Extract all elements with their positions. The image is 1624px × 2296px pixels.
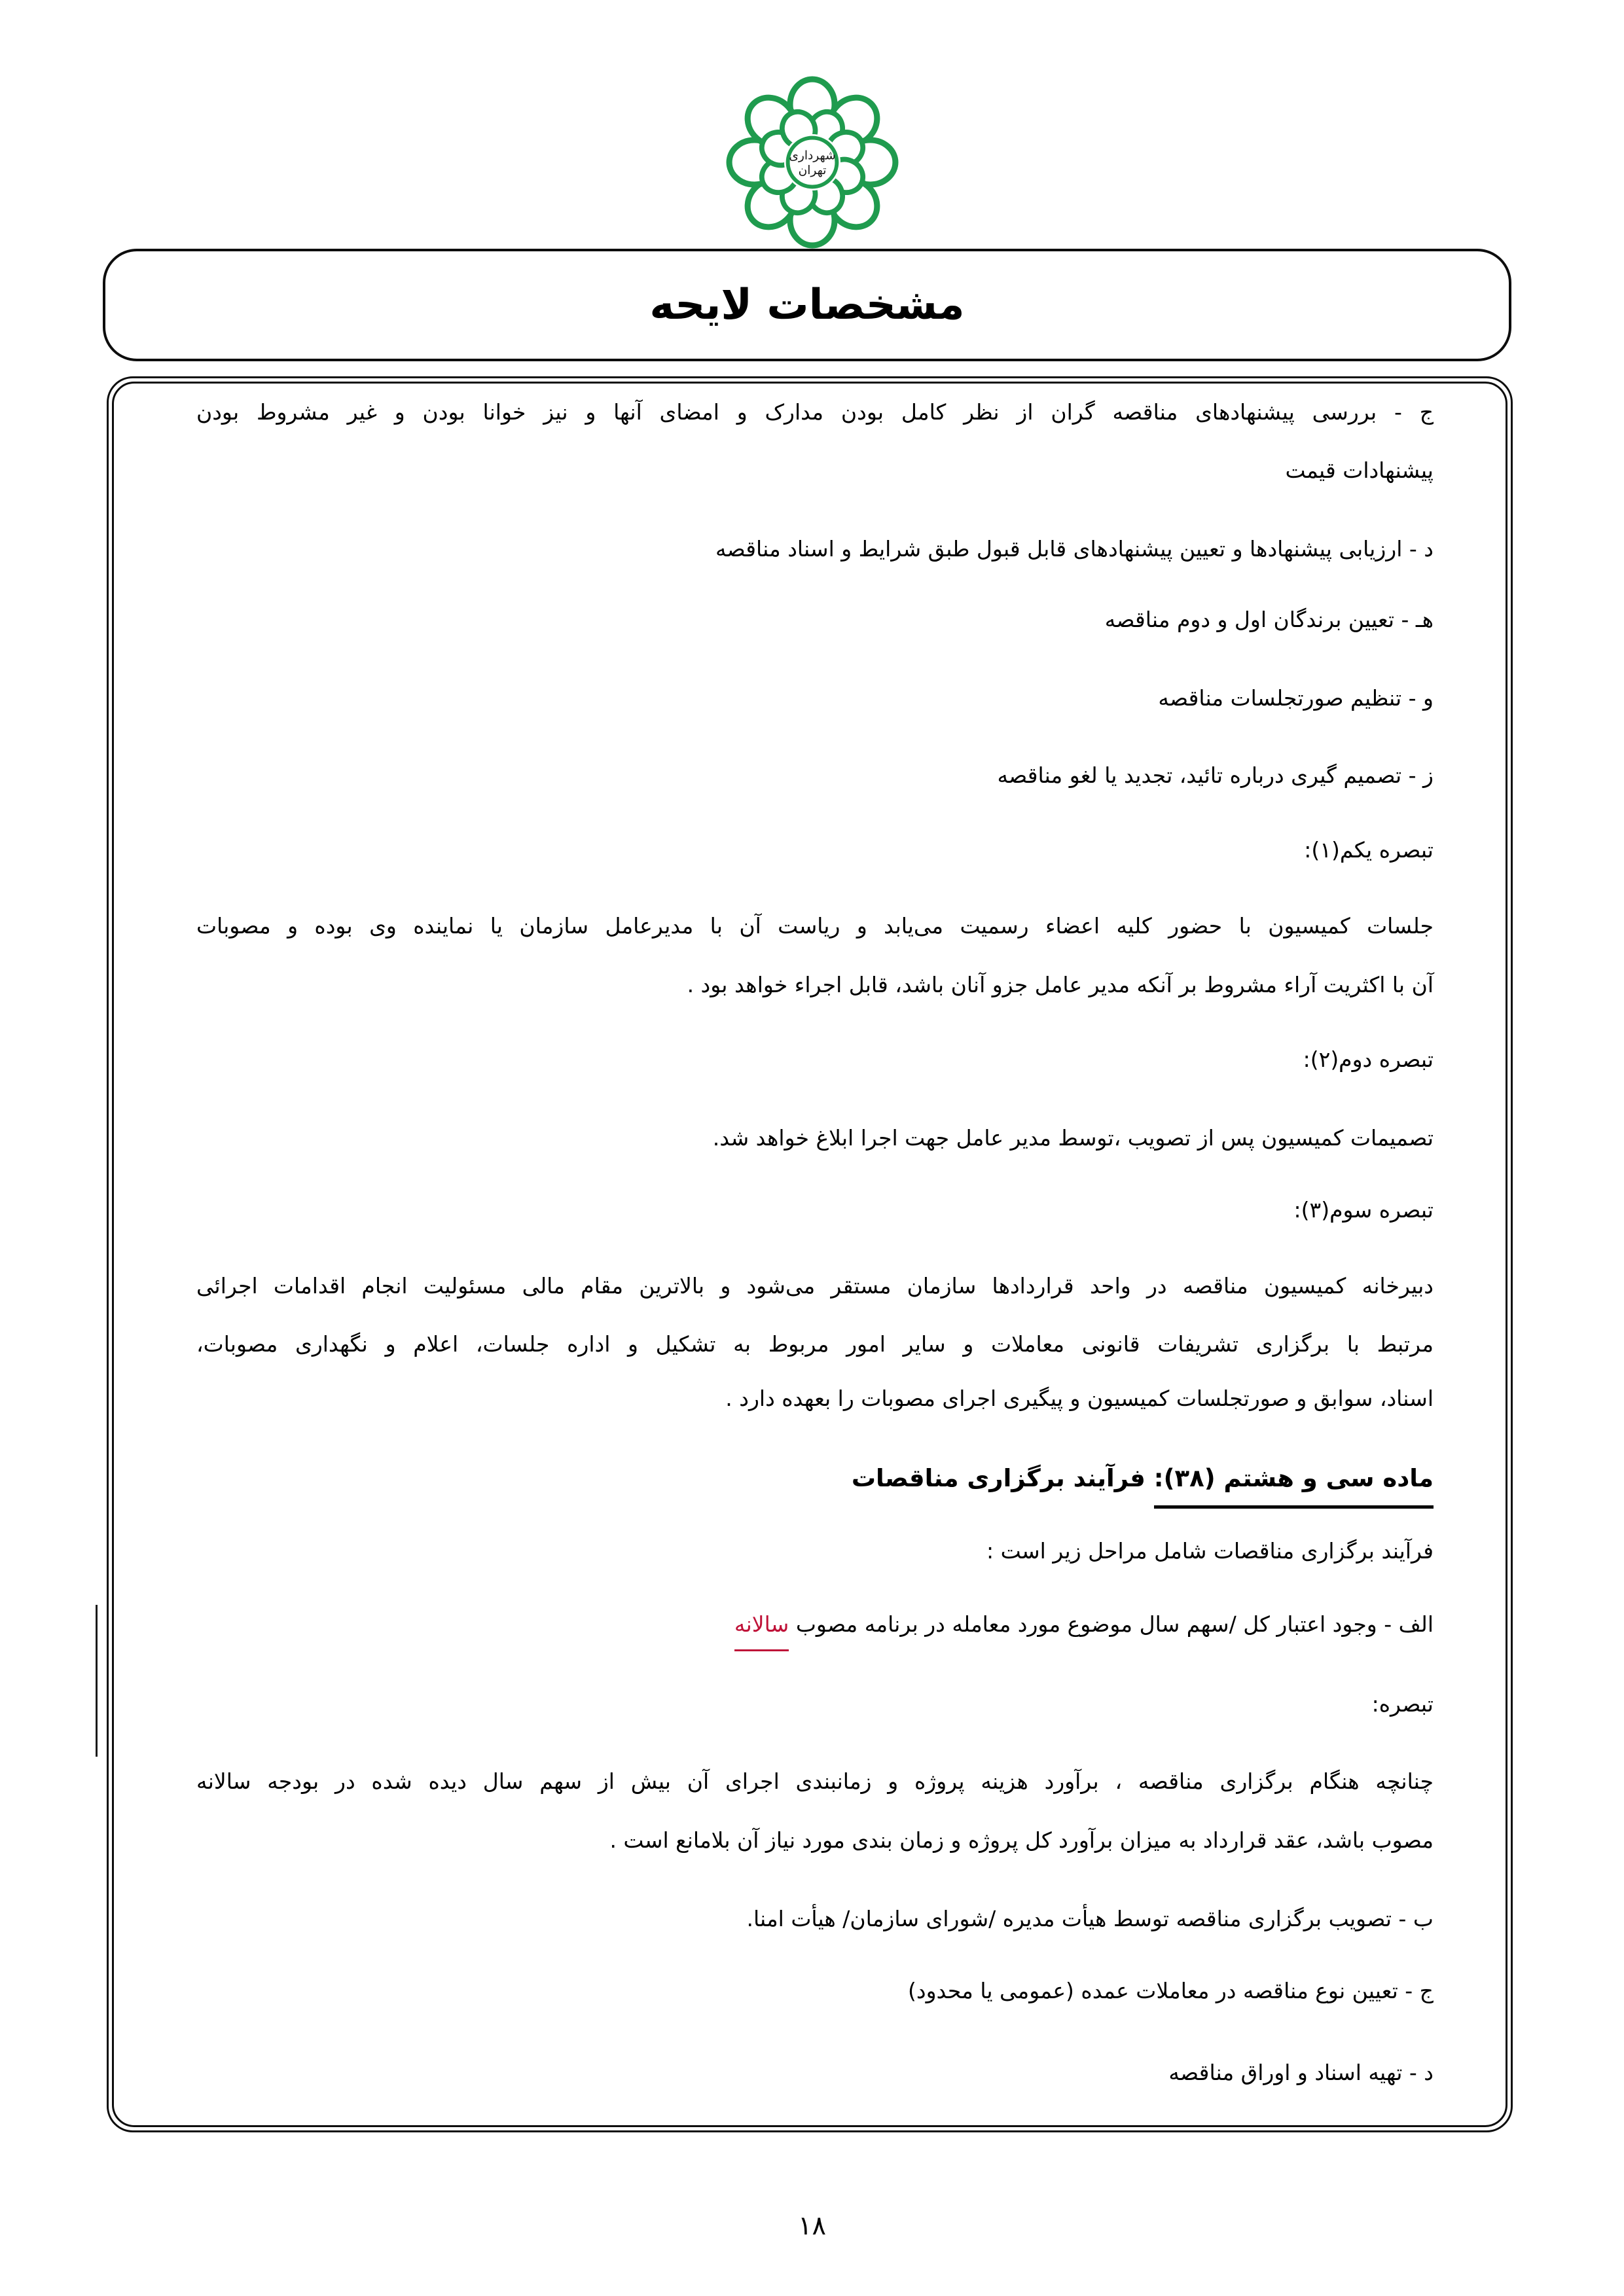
article-38-heading xyxy=(196,1461,1434,1509)
content-box-inner-border xyxy=(112,382,1507,2127)
note-1-text-line-1: جلسات کمیسیون با حضور کلیه اعضاء رسمیت می‌یابد و ریاست آن با مدیرعامل سازمان یا نماینده وی بوده و مصوبات xyxy=(196,913,1434,939)
note-1-text-line-2: آن با اکثریت آراء مشروط بر آنکه مدیر عامل جزو آنان باشد، قابل اجراء خواهد بود . xyxy=(687,972,1434,997)
note-plain-text-line-2: مصوب باشد، عقد قرارداد به میزان برآورد کل پروژه و زمان بندی مورد نیاز آن بلامانع است . xyxy=(609,1827,1434,1853)
page-number: ۱۸ xyxy=(798,2211,826,2241)
clause-dal-documents: د - تهیه اسناد و اوراق مناقصه xyxy=(1168,2060,1434,2085)
clause-jim-continuation: پیشنهادات قیمت xyxy=(1285,457,1434,483)
article-38-heading-rest: فرآیند برگزاری مناقصات xyxy=(851,1464,1146,1492)
note-plain-text-line-1: چنانچه هنگام برگزاری مناقصه ، برآورد هزینه پروژه و زمانبندی اجرای آن بیش از سهم سال دیده شده در بودجه سالانه xyxy=(196,1768,1434,1794)
logo-rosette-graphic xyxy=(723,64,901,260)
note-2-label: تبصره دوم(۲): xyxy=(1303,1047,1434,1072)
clause-vav-minutes: و - تنظیم صورتجلسات مناقصه xyxy=(1158,685,1434,711)
margin-revision-bar xyxy=(96,1605,98,1757)
logo-calligraphy-top: شهرداری xyxy=(789,149,836,163)
clause-dal-evaluation: د - ارزیابی پیشنهادها و تعیین پیشنهادهای قابل قبول طبق شرایط و اسناد مناقصه xyxy=(715,536,1434,562)
note-3-text-line-3: اسناد، سوابق و صورتجلسات کمیسیون و پیگیری اجرای مصوبات را بعهده دارد . xyxy=(725,1386,1434,1411)
clause-alef-annual-budget xyxy=(196,1609,1434,1651)
clause-he-winners: هـ - تعیین برندگان اول و دوم مناقصه xyxy=(1104,607,1434,632)
clause-jim-type: ج - تعیین نوع مناقصه در معاملات عمده (عمومی یا محدود) xyxy=(908,1978,1434,2003)
logo-calligraphy-bottom: تهران xyxy=(798,164,827,178)
note-3-text-line-2: مرتبط با برگزاری تشریفات قانونی معاملات و سایر امور مربوط به تشکیل و اداره جلسات، اعلام و نگهداری مصوبات، xyxy=(196,1331,1434,1357)
note-plain-label: تبصره: xyxy=(1371,1691,1434,1717)
highlighted-term-annual: سالانه xyxy=(734,1609,789,1651)
header-banner xyxy=(103,249,1511,361)
clause-ze-decision: ز - تصمیم گیری درباره تائید، تجدید یا لغو مناقصه xyxy=(997,762,1434,788)
note-3-label: تبصره سوم(۳): xyxy=(1293,1197,1434,1223)
clause-jim-review-line: ج - بررسی پیشنهادهای مناقصه گران از نظر کامل بودن مدارک و امضای آنها و نیز خوانا بودن و غیر مشروط بودن xyxy=(196,399,1434,425)
clause-alef-prefix: الف - وجود اعتبار کل /سهم سال موضوع مورد معامله در برنامه مصوب xyxy=(795,1611,1434,1637)
note-3-text-line-1: دبیرخانه کمیسیون مناقصه در واحد قراردادها سازمان مستقر می‌شود و بالاترین مقام مالی مسئولیت انجام اقدامات اجرائی xyxy=(196,1273,1434,1299)
note-1-label: تبصره یکم(۱): xyxy=(1304,837,1434,863)
process-intro-line: فرآیند برگزاری مناقصات شامل مراحل زیر است : xyxy=(986,1538,1434,1564)
note-2-text: تصمیمات کمیسیون پس از تصویب ،توسط مدیر عامل جهت اجرا ابلاغ خواهد شد. xyxy=(712,1125,1434,1151)
content-box-outer-border xyxy=(107,376,1513,2132)
page-title: مشخصات لایحه xyxy=(649,281,965,329)
clause-be-approval: ب - تصویب برگزاری مناقصه توسط هیأت مدیره /شورای سازمان/ هیأت امنا. xyxy=(746,1906,1434,1931)
tehran-municipality-logo xyxy=(723,64,901,260)
article-38-heading-underlined: ماده سی و هشتم (۳۸): xyxy=(1154,1461,1434,1509)
